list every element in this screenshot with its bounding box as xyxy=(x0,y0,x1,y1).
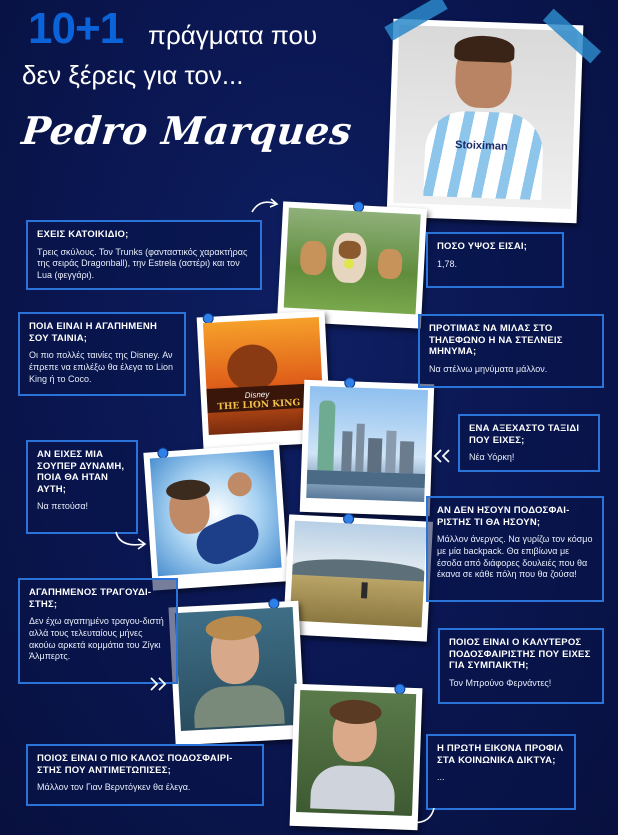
qa-box-movie: ΠΟΙΑ ΕΙΝΑΙ Η ΑΓΑΠΗΜΕΝΗ ΣΟΥ ΤΑΙΝΙΑ; Οι πιο πολλές ταινίες της Disney. Αν έπρεπε να επιλέξω θα έλεγα το Lion King ή το Coco. xyxy=(18,312,186,396)
disney-logo: Disney xyxy=(244,389,270,401)
player-name: Pedro Marques xyxy=(19,108,355,153)
qa-box-pet: ΕΧΕΙΣ ΚΑΤΟΙΚΙΔΙΟ; Τρεις σκύλους. Τον Trunks (φανταστικός χαρακτήρας της σειράς Dragonball), την Estrela (αστέρι) και τον Lua (φεγγάρι). xyxy=(26,220,262,290)
curved-arrow-icon xyxy=(114,528,148,552)
qa-box-opponent: ΠΟΙΟΣ ΕΙΝΑΙ Ο ΠΙΟ ΚΑΛΟΣ ΠΟΔΟΣΦΑΙΡΙ-ΣΤΗΣ ΠΟΥ ΑΝΤΙΜΕΤΩΠΙΣΕΣ; Μάλλον τον Γιαν Βερντόγκεν θα έλεγα. xyxy=(26,744,264,806)
travel-photo xyxy=(283,514,433,641)
new-york-photo xyxy=(300,380,435,516)
lion-king-logo: THE LION KING xyxy=(217,398,301,413)
qa-box-career: ΑΝ ΔΕΝ ΗΣΟΥΝ ΠΟΔΟΣΦΑΙ-ΡΙΣΤΗΣ ΤΙ ΘΑ ΗΣΟΥΝ; Μάλλον άνεργος. Να γυρίζω τον κόσμο με μία backpack. Θα επιβίωνα με έσοδα από διάφορες δουλειές που θα έκανα σε κάθε πόλη που θα ζούσα! xyxy=(426,496,604,602)
qa-box-phone: ΠΡΟΤΙΜΑΣ ΝΑ ΜΙΛΑΣ ΣΤΟ ΤΗΛΕΦΩΝΟ Η ΝΑ ΣΤΕΛΝΕΙΣ ΜΗΝΥΜΑ; Να στέλνω μηνύματα μάλλον. xyxy=(418,314,604,388)
portrait-photo xyxy=(387,19,584,224)
curved-arrow-icon xyxy=(250,196,280,218)
curved-arrow-icon xyxy=(400,804,436,830)
qa-box-singer: ΑΓΑΠΗΜΕΝΟΣ ΤΡΑΓΟΥΔΙ-ΣΤΗΣ; Δεν έχω αγαπημένο τραγου-διστή αλλά τους τελευταίους μήνες ακούω αρκετά κομμάτια του Ζίγκι Άλμπερτς. xyxy=(18,578,178,684)
singer-photo xyxy=(168,601,305,746)
double-chevron-left-icon xyxy=(432,448,452,464)
qa-box-trip: ΕΝΑ ΑΞΕΧΑΣΤΟ ΤΑΞΙΔΙ ΠΟΥ ΕΙΧΕΣ; Νέα Υόρκη! xyxy=(458,414,600,472)
qa-box-superpower: ΑΝ ΕΙΧΕΣ ΜΙΑ ΣΟΥΠΕΡ ΔΥΝΑΜΗ, ΠΟΙΑ ΘΑ ΗΤΑΝ ΑΥΤΗ; Να πετούσα! xyxy=(26,440,138,534)
qa-box-teammate: ΠΟΙΟΣ ΕΙΝΑΙ Ο ΚΑΛΥΤΕΡΟΣ ΠΟΔΟΣΦΑΙΡΙΣΤΗΣ ΠΟΥ ΕΙΧΕΣ ΓΙΑ ΣΥΜΠΑΙΚΤΗ; Τον Μπρούνο Φερνάντες! xyxy=(438,628,604,704)
title-line-1: πράγματα που xyxy=(148,20,318,50)
superhero-photo xyxy=(143,443,288,590)
title-line-2: δεν ξέρεις για τον... xyxy=(22,60,244,90)
sponsor-logo: Stoiximan xyxy=(454,138,508,153)
double-chevron-right-icon xyxy=(148,676,168,692)
qa-box-height: ΠΟΣΟ ΥΨΟΣ ΕΙΣΑΙ; 1,78. xyxy=(426,232,564,288)
qa-box-profile-pic: Η ΠΡΩΤΗ ΕΙΚΟΝΑ ΠΡΟΦΙΛ ΣΤΑ ΚΟΙΝΩΝΙΚΑ ΔΙΚΤΥΑ; ... xyxy=(426,734,576,810)
title-count: 10+1 xyxy=(28,4,124,53)
dogs-photo xyxy=(277,201,427,328)
